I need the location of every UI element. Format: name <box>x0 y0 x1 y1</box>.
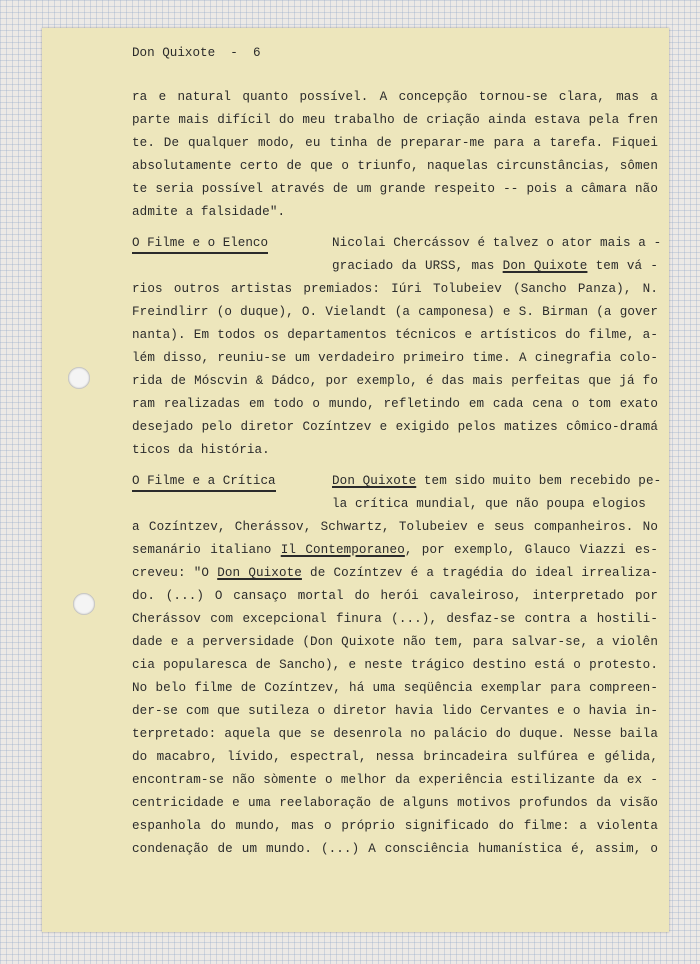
text-line: do. (...) O cansaço mortal do herói cavaleiroso, interpretado por <box>132 589 658 603</box>
text-line: terpretado: aquela que se desenrola no palácio do duque. Nesse baila <box>132 727 658 741</box>
text-line: rios outros artistas premiados: Iúri Tolubeiev (Sancho Panza), N. <box>132 282 658 296</box>
text-line: te. De qualquer modo, eu tinha de preparar-me para a tarefa. Fiquei <box>132 136 658 150</box>
text-line: ticos da história. <box>132 443 270 457</box>
text-line: ram realizadas em todo o mundo, refletindo em cada cena o tom exato <box>132 397 658 411</box>
text-line: dade e a perversidade (Don Quixote não tem, para salvar-se, a violên <box>132 635 658 649</box>
text-line: Freindlirr (o duque), O. Vielandt (a camponesa) e S. Birman (a gover <box>132 305 658 319</box>
document-page <box>42 28 669 932</box>
text-line: condenação de um mundo. (...) A consciência humanística é, assim, o <box>132 842 658 856</box>
text-line: creveu: "O Don Quixote de Cozíntzev é a tragédia do ideal irrealiza- <box>132 566 659 580</box>
film-title: Don Quixote <box>217 566 302 580</box>
text-line: Don Quixote tem sido muito bem recebido pe- <box>332 474 662 488</box>
text-line: centricidade e uma reelaboração de alguns motivos profundos da visão <box>132 796 658 810</box>
text-line: la crítica mundial, que não poupa elogios <box>332 497 646 511</box>
section-heading: O Filme e a Crítica <box>132 474 276 488</box>
text-line: desejado pelo diretor Cozíntzev e exigido pelos matizes cômico-dramá <box>132 420 658 434</box>
text-line: espanhola do mundo, mas o próprio significado do filme: a violenta <box>132 819 658 833</box>
text-line: absolutamente certo de que o triunfo, naquelas circunstâncias, sômen <box>132 159 658 173</box>
film-title: Don Quixote <box>332 474 417 488</box>
film-title: Don Quixote <box>502 259 588 273</box>
text-line: lém disso, reuniu-se um verdadeiro primeiro time. A cinegrafia colo- <box>132 351 658 365</box>
publication-title: Il Contemporaneo <box>280 543 405 557</box>
text-line: a Cozíntzev, Cherássov, Schwartz, Tolubeiev e seus companheiros. No <box>132 520 658 534</box>
text-line: nanta). Em todos os departamentos técnicos e artísticos do filme, a- <box>132 328 658 342</box>
text-line: admite a falsidade". <box>132 205 286 219</box>
punch-hole <box>73 593 95 615</box>
text-line: semanário italiano Il Contemporaneo, por exemplo, Glauco Viazzi es- <box>132 543 658 557</box>
text-line: do macabro, lívido, espectral, nessa brincadeira sulfúrea e gélida, <box>132 750 658 764</box>
text-line: graciado da URSS, mas Don Quixote tem vá - <box>332 259 658 273</box>
text-line: No belo filme de Cozíntzev, há uma seqüência exemplar para compreen- <box>132 681 658 695</box>
page-header <box>132 46 261 60</box>
header-separator: - <box>230 46 238 60</box>
text-line: parte mais difícil do meu trabalho de criação ainda estava pela fren <box>132 113 658 127</box>
page-number: 6 <box>252 46 261 60</box>
text-line: ra e natural quanto possível. A concepção tornou-se clara, mas a <box>132 90 658 104</box>
section-heading: O Filme e o Elenco <box>132 236 268 250</box>
header-title: Don Quixote <box>132 46 216 60</box>
text-line: encontram-se não sòmente o melhor da experiência estilizante da ex - <box>132 773 658 787</box>
text-line: te seria possível através de um grande respeito -- pois a câmara não <box>132 182 658 196</box>
text-line: cia popularesca de Sancho), e neste trágico destino está o protesto. <box>132 658 658 672</box>
text-line: Nicolai Chercássov é talvez o ator mais a - <box>332 236 662 250</box>
punch-hole <box>68 367 90 389</box>
text-line: rida de Móscvin & Dádco, por exemplo, é das mais perfeitas que já fo <box>132 374 658 388</box>
text-line: der-se com que sutileza o diretor havia lido Cervantes e o havia in- <box>132 704 658 718</box>
text-line: Cherássov com excepcional finura (...), desfaz-se contra a hostili- <box>132 612 658 626</box>
